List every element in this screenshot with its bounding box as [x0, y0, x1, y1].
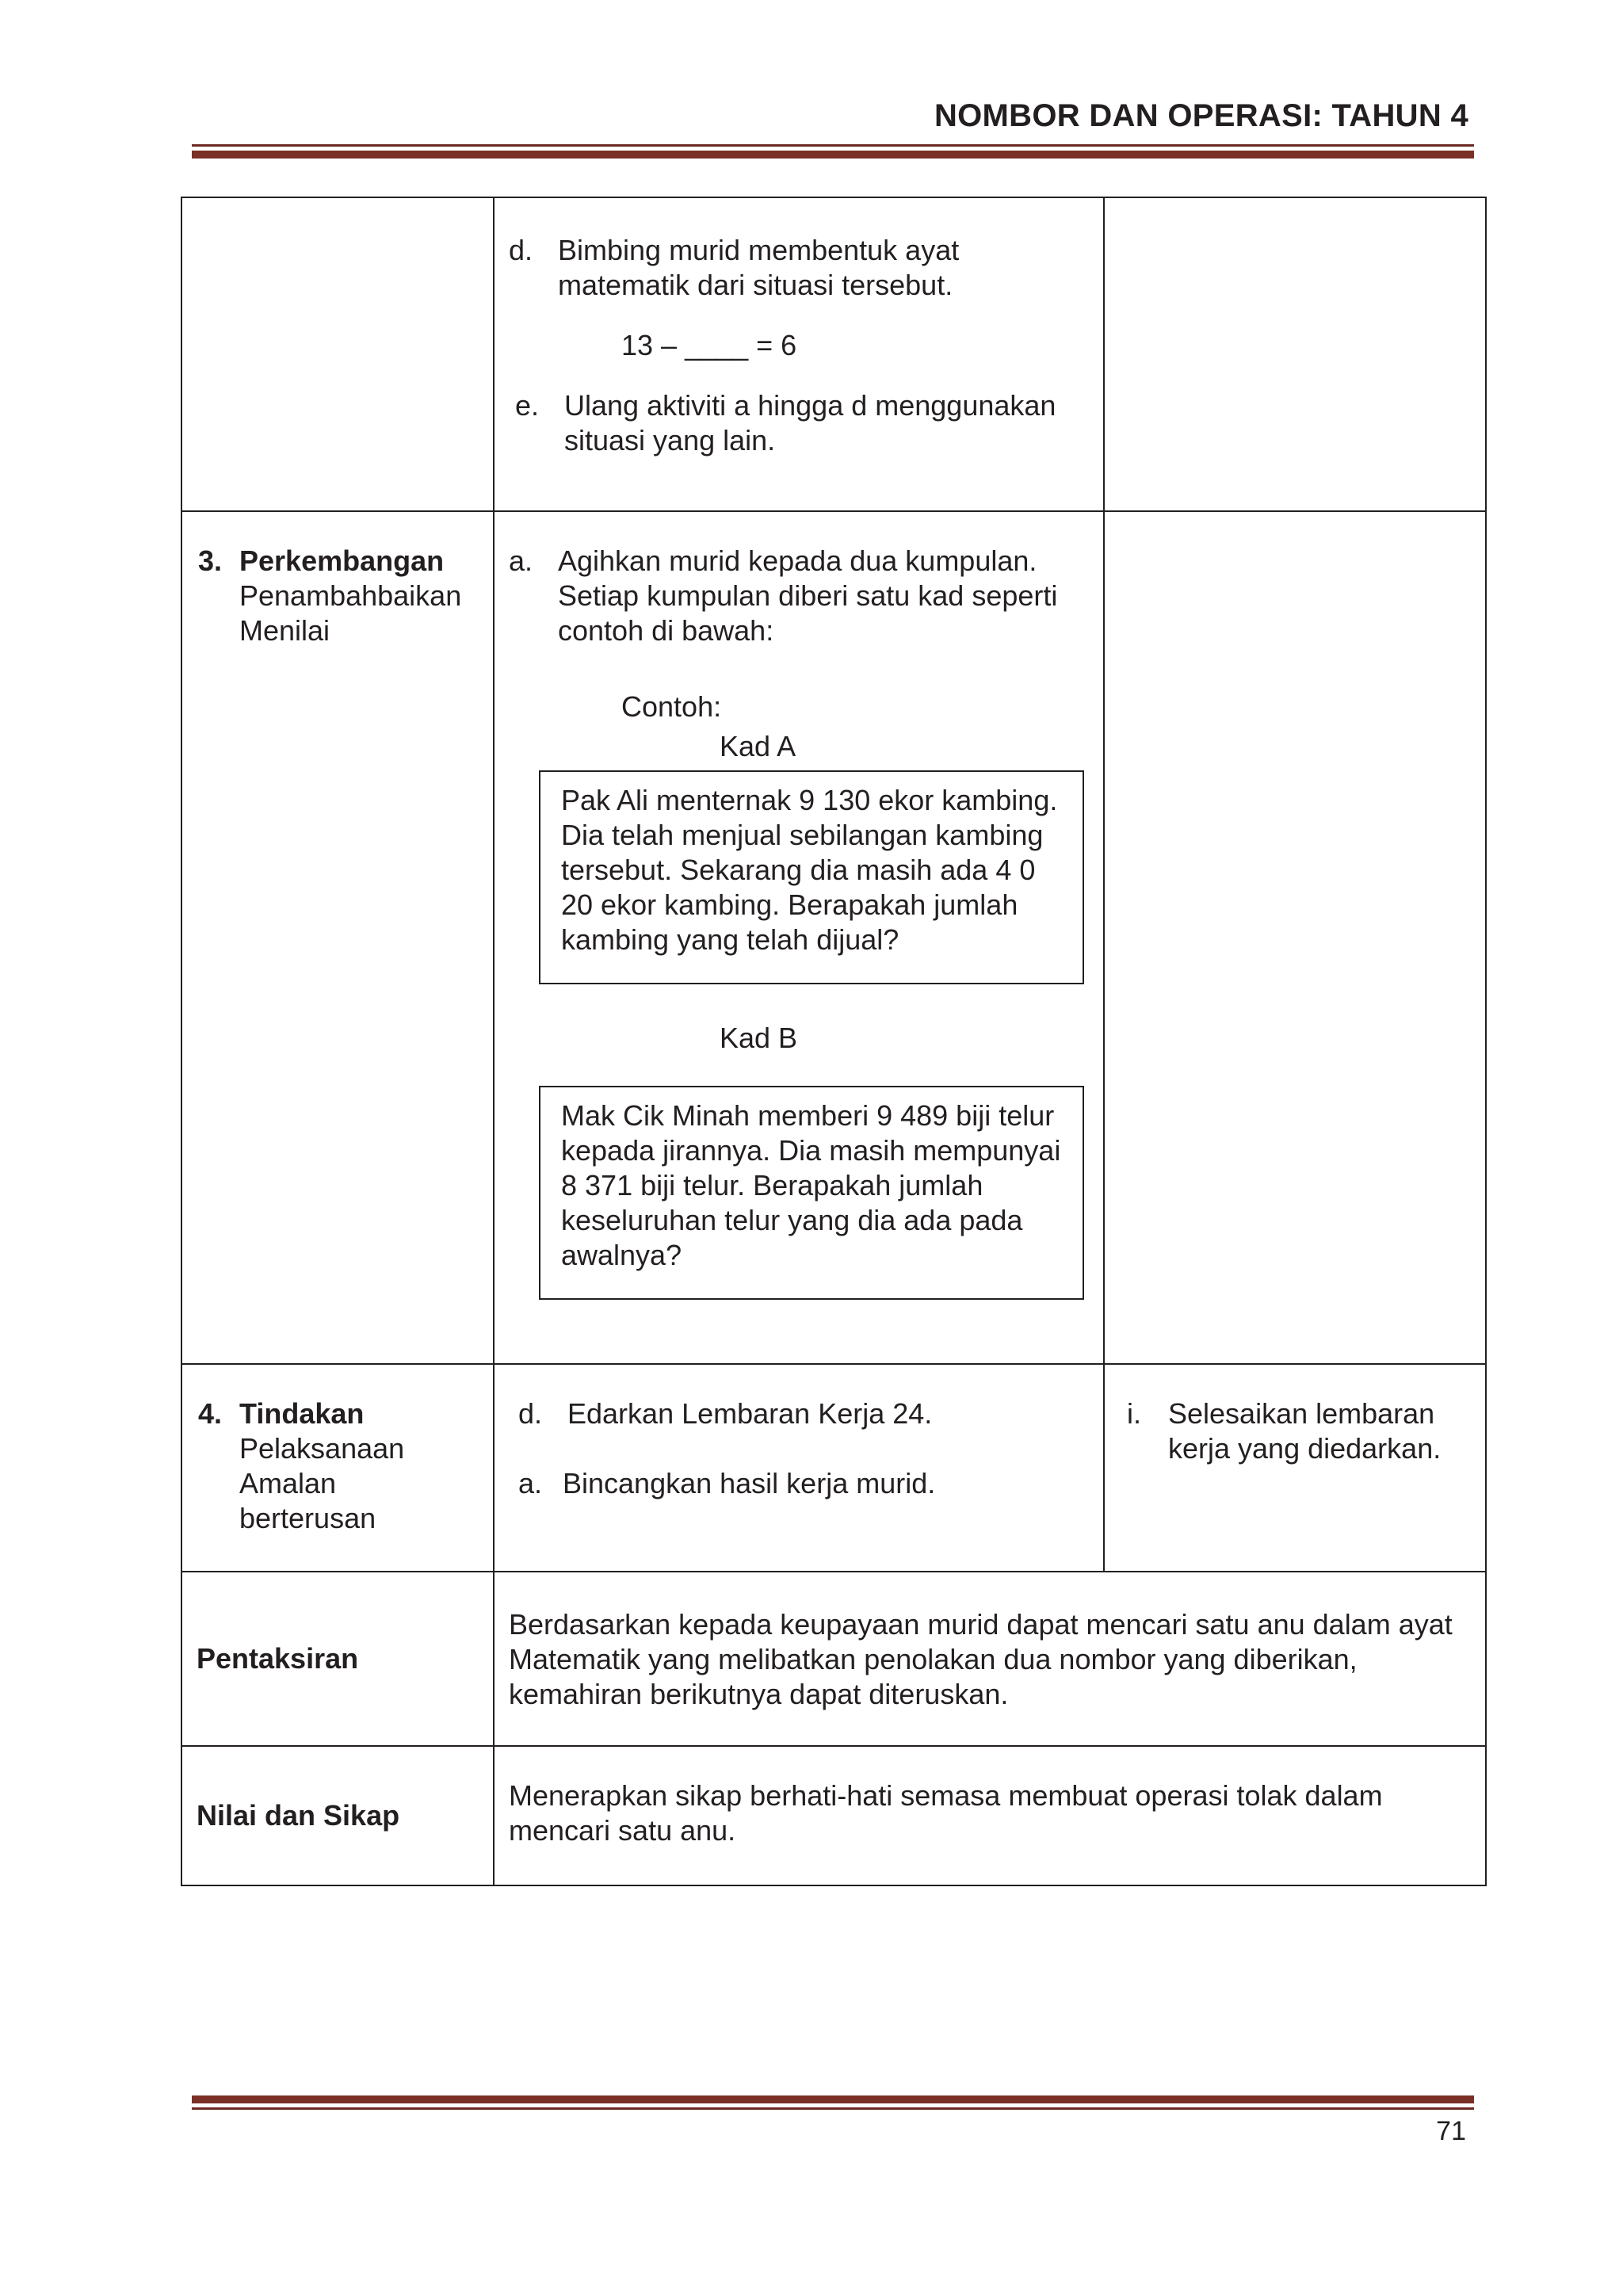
activity-cell [494, 1364, 1104, 1572]
stage-number: 3. [198, 544, 223, 577]
item-label: d. [518, 1397, 543, 1430]
item-label: i. [1127, 1397, 1141, 1430]
list-item [509, 388, 1079, 458]
card-b-text: Mak Cik Minah memberi 9 489 biji telur kepada jirannya. Dia masih mempunyai 8 371 biji telur. Berapakah jumlah keseluruhan telur yang dia ada pada awalnya? [561, 1099, 1061, 1271]
table-row [181, 1364, 1486, 1572]
stage-subtitle: Penambahbaikan [239, 579, 462, 612]
card-a-text: Pak Ali menternak 9 130 ekor kambing. Dia telah menjual sebilangan kambing tersebut. Sekarang dia masih ada 4 0 20 ekor kambing. Berapakah jumlah kambing yang telah dijual? [561, 784, 1058, 956]
list-item [1127, 1396, 1469, 1466]
list-item [518, 1396, 1103, 1431]
assessment-text: Berdasarkan kepada keupayaan murid dapat mencari satu anu dalam ayat Matematik yang melibatkan penolakan dua nombor yang diberikan, kemahiran berikutnya dapat diteruskan. [509, 1608, 1453, 1710]
item-label: e. [515, 389, 540, 422]
item-text: Edarkan Lembaran Kerja 24. [567, 1397, 933, 1430]
stage-subtitle: Pelaksanaan [239, 1432, 405, 1465]
table-row [181, 1746, 1486, 1885]
item-label: a. [518, 1467, 543, 1499]
stage-title: Perkembangan [239, 544, 445, 577]
item-text: Bimbing murid membentuk ayat matematik dari situasi tersebut. [558, 234, 960, 301]
card-a [539, 770, 1084, 984]
page-number: 71 [1436, 2116, 1466, 2146]
values-text-cell [494, 1746, 1486, 1885]
example-label: Contoh: [621, 690, 722, 723]
notes-cell [1104, 1364, 1486, 1572]
item-label: d. [509, 234, 533, 266]
item-text: Selesaikan lembaran kerja yang diedarkan. [1168, 1397, 1442, 1465]
list-item [518, 1466, 1103, 1501]
item-text: Bincangkan hasil kerja murid. [563, 1467, 936, 1499]
item-text: Ulang aktiviti a hingga d menggunakan situasi yang lain. [564, 389, 1056, 457]
stage-subtitle: Amalan [239, 1467, 337, 1499]
card-b-label: Kad B [720, 1022, 798, 1054]
card-b [539, 1086, 1084, 1300]
table-row [181, 197, 1486, 511]
values-label-cell [181, 1746, 494, 1885]
footer-rule [192, 2095, 1474, 2110]
stage-cell [181, 197, 494, 511]
values-label: Nilai dan Sikap [197, 1799, 400, 1832]
list-item [509, 544, 1103, 648]
list-item [509, 233, 1079, 303]
lesson-plan-table [181, 197, 1487, 1886]
stage-subtitle: Menilai [239, 614, 330, 647]
stage-cell [181, 1364, 494, 1572]
stage-subtitle: berterusan [239, 1502, 376, 1534]
activity-cell [494, 197, 1104, 511]
table-row [181, 511, 1486, 1364]
stage-number: 4. [198, 1397, 223, 1430]
stage-cell [181, 511, 494, 1364]
notes-cell [1104, 511, 1486, 1364]
item-label: a. [509, 544, 533, 577]
activity-cell [494, 511, 1104, 1364]
values-text: Menerapkan sikap berhati-hati semasa membuat operasi tolak dalam mencari satu anu. [509, 1779, 1383, 1847]
assessment-text-cell [494, 1572, 1486, 1746]
stage-title: Tindakan [239, 1397, 365, 1430]
item-text: Agihkan murid kepada dua kumpulan. Setiap kumpulan diberi satu kad seperti contoh di bawah: [558, 544, 1058, 647]
card-a-label: Kad A [720, 730, 796, 762]
table-row [181, 1572, 1486, 1746]
assessment-label: Pentaksiran [197, 1642, 359, 1675]
assessment-label-cell [181, 1572, 494, 1746]
notes-cell [1104, 197, 1486, 511]
header-rule [192, 144, 1474, 159]
equation: 13 – ____ = 6 [621, 329, 797, 361]
page-header-title: NOMBOR DAN OPERASI: TAHUN 4 [934, 98, 1468, 133]
